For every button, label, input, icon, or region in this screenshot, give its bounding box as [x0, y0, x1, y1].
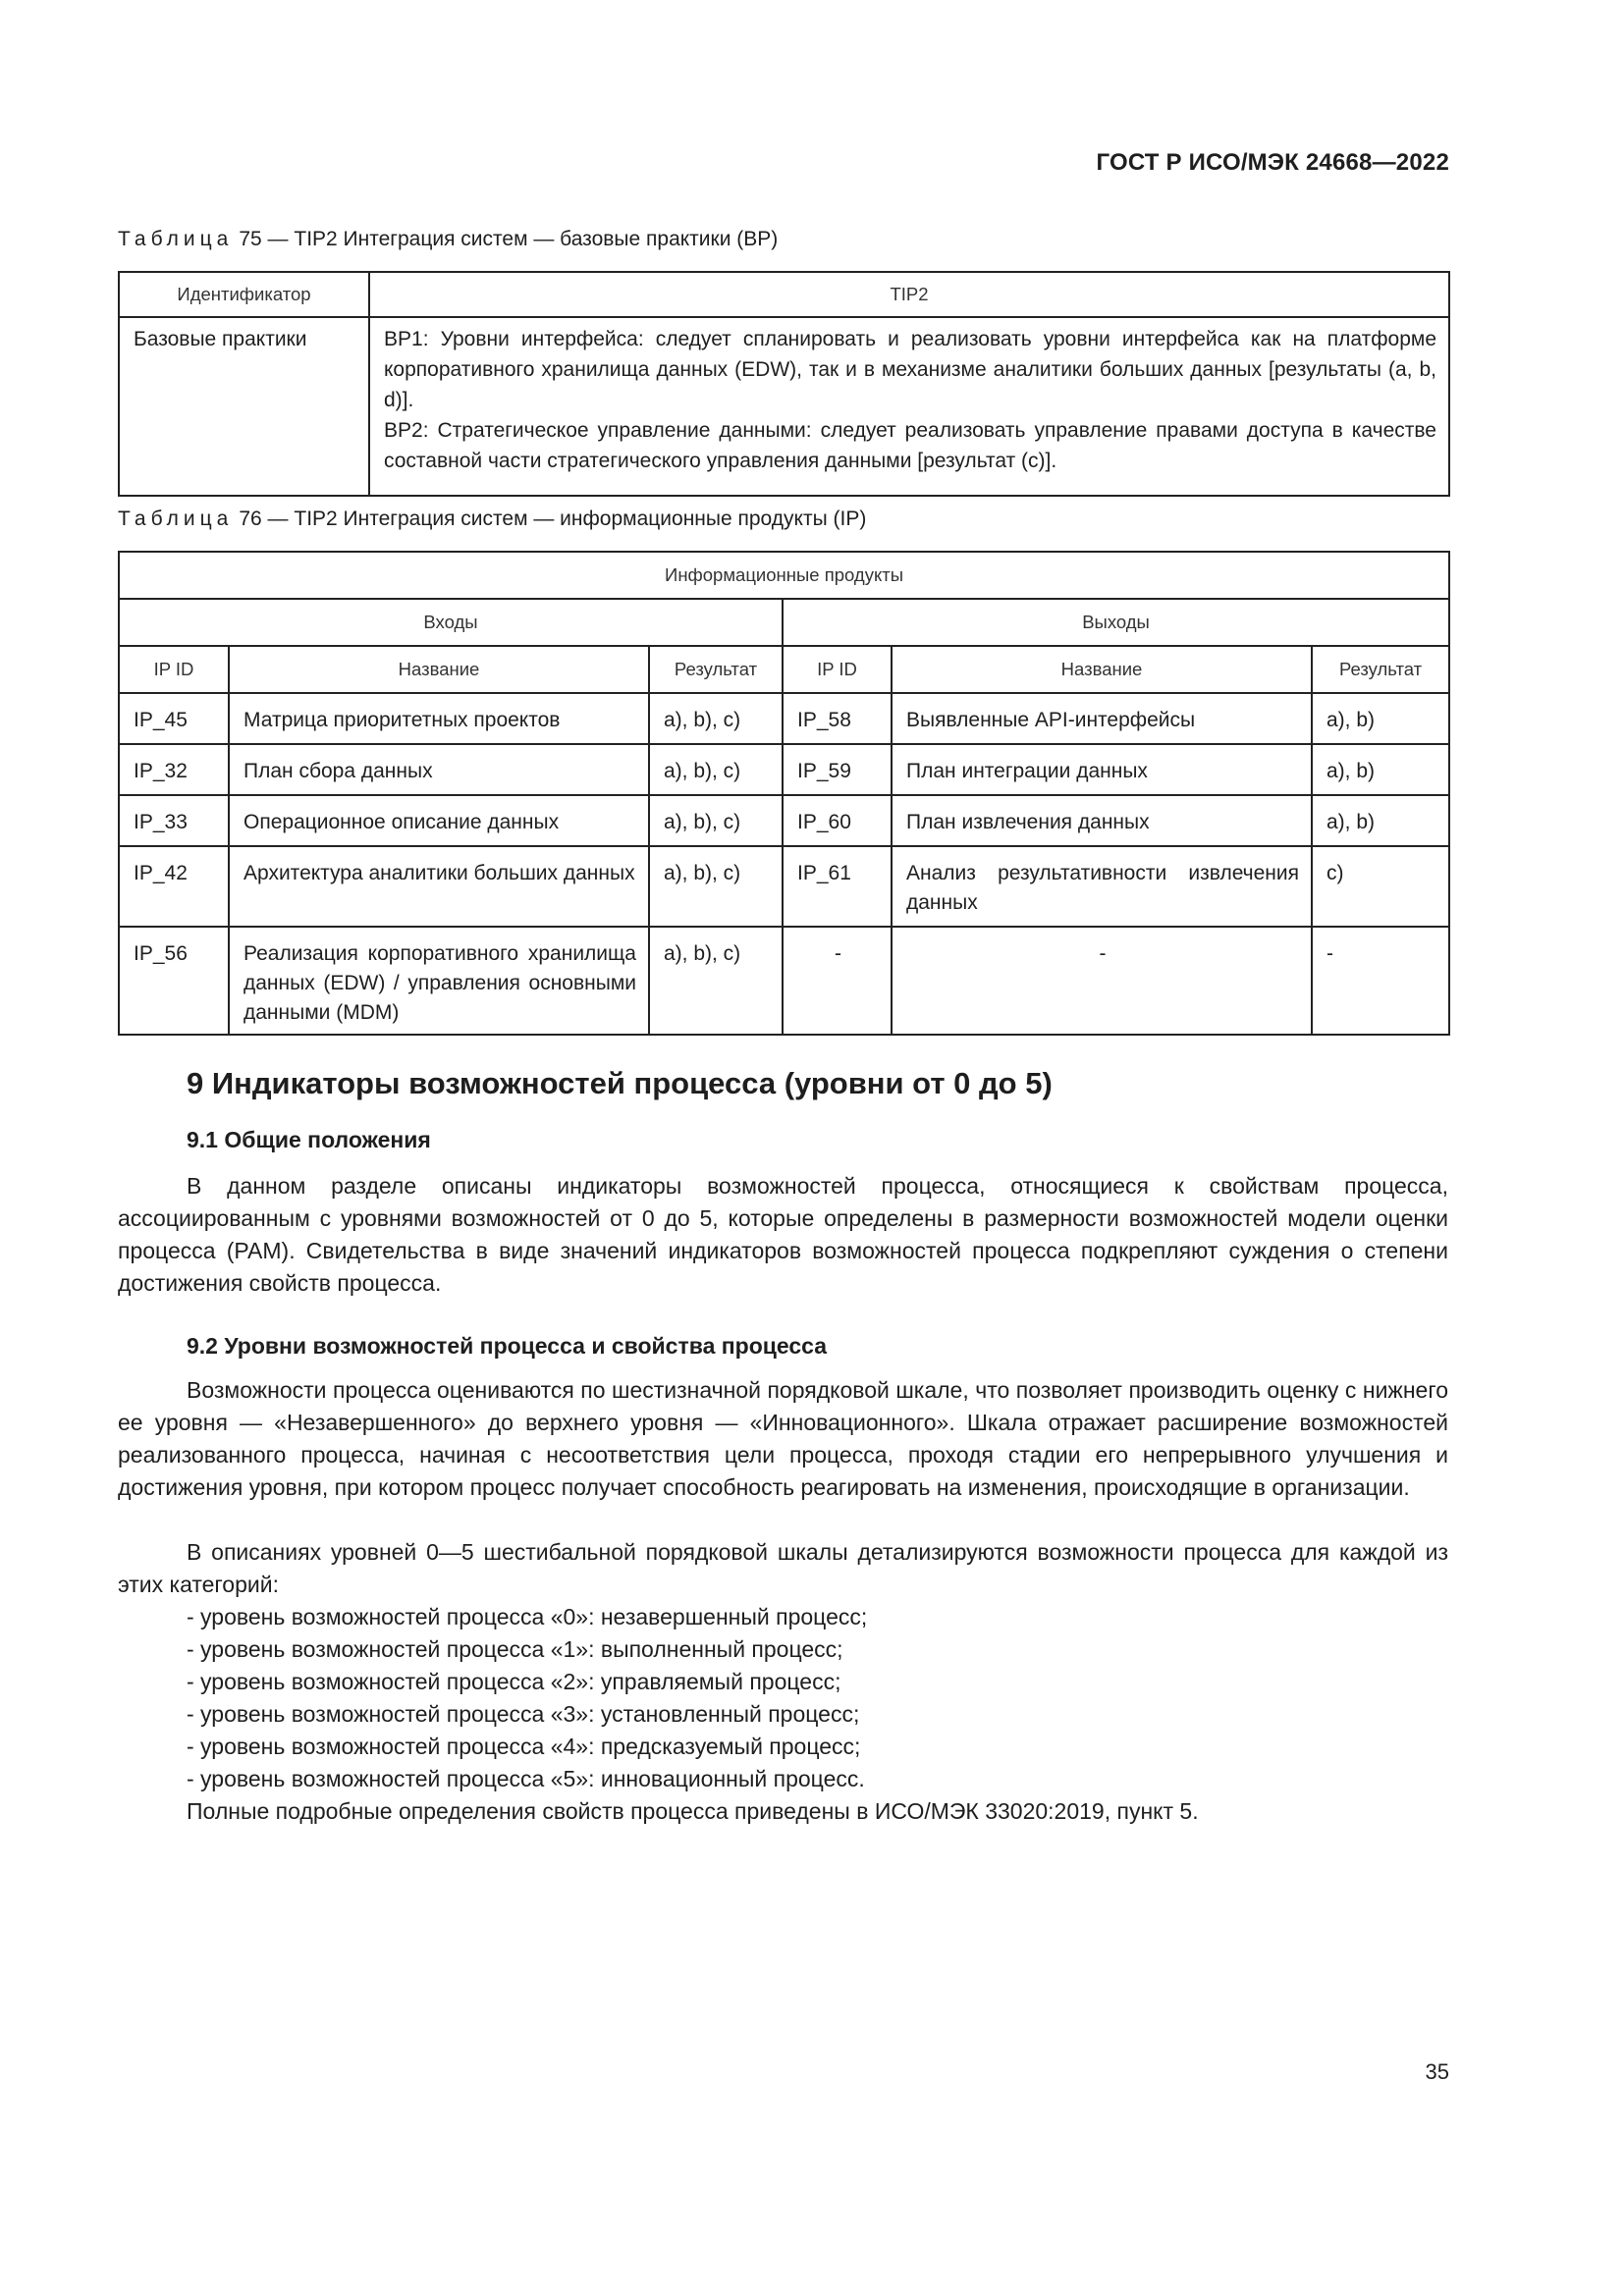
- in-ip-name: Реализация корпоративного хранилища данных (EDW) / управления основными данными (MDM): [229, 927, 649, 1035]
- t75-header-code: TIP2: [369, 272, 1449, 317]
- table-75: [118, 271, 1450, 497]
- out-ip-result: a), b): [1312, 693, 1449, 744]
- level-list-item: - уровень возможностей процесса «4»: предсказуемый процесс;: [187, 1734, 861, 1759]
- table-76-caption: [118, 507, 866, 531]
- t76-col-out-ipid: IP ID: [783, 646, 892, 693]
- table-76: [118, 551, 1450, 1036]
- out-ip-result: a), b): [1312, 744, 1449, 795]
- in-ip-id: IP_42: [119, 846, 229, 927]
- out-ip-result: a), b): [1312, 795, 1449, 846]
- table-row: [119, 927, 1449, 1035]
- level-list-item: - уровень возможностей процесса «2»: управляемый процесс;: [187, 1669, 841, 1694]
- section-9-heading: 9 Индикаторы возможностей процесса (уровни от 0 до 5): [187, 1066, 1053, 1100]
- level-list-item: - уровень возможностей процесса «3»: установленный процесс;: [187, 1701, 860, 1727]
- out-ip-id: IP_59: [783, 744, 892, 795]
- table-76-caption-text: 76 — TIP2 Интеграция систем — информационные продукты (IP): [239, 507, 867, 530]
- t75-bp1: BP1: Уровни интерфейса: следует спланировать и реализовать уровни интерфейса как на платформе корпоративного хранилища данных (EDW), так и в механизме аналитики больших данных [результаты (a, b, d)].: [384, 328, 1436, 411]
- standard-designation: ГОСТ Р ИСО/МЭК 24668—2022: [1096, 149, 1449, 176]
- out-ip-name: Выявленные API-интерфейсы: [892, 693, 1312, 744]
- in-ip-name: Операционное описание данных: [229, 795, 649, 846]
- out-ip-id: IP_58: [783, 693, 892, 744]
- table-row: [119, 846, 1449, 927]
- out-ip-result: -: [1312, 927, 1449, 1035]
- t75-row-label: Базовые практики: [119, 317, 369, 496]
- table-row: [119, 744, 1449, 795]
- t76-col-in-ipid: IP ID: [119, 646, 229, 693]
- in-ip-id: IP_33: [119, 795, 229, 846]
- t76-col-out-name: Название: [892, 646, 1312, 693]
- table-75-caption-text: 75 — TIP2 Интеграция систем — базовые практики (BP): [239, 228, 779, 250]
- out-ip-name: План извлечения данных: [892, 795, 1312, 846]
- level-list-item: - уровень возможностей процесса «5»: инновационный процесс.: [187, 1766, 865, 1791]
- out-ip-name: -: [892, 927, 1312, 1035]
- in-ip-id: IP_32: [119, 744, 229, 795]
- level-list-item: - уровень возможностей процесса «1»: выполненный процесс;: [187, 1636, 843, 1662]
- in-ip-id: IP_56: [119, 927, 229, 1035]
- page-number: 35: [1425, 2059, 1449, 2084]
- section-9-2-heading: 9.2 Уровни возможностей процесса и свойства процесса: [187, 1333, 828, 1359]
- in-ip-result: a), b), c): [649, 744, 783, 795]
- t75-bp2: BP2: Стратегическое управление данными: следует реализовать управление правами доступа в качестве составной части стратегического управления данными [результат (c)].: [384, 419, 1436, 472]
- t76-title: Информационные продукты: [119, 552, 1449, 599]
- table-75-caption-word: Таблица: [118, 228, 234, 250]
- t76-col-out-result: Результат: [1312, 646, 1449, 693]
- in-ip-name: Матрица приоритетных проектов: [229, 693, 649, 744]
- closing-sentence: Полные подробные определения свойств процесса приведены в ИСО/МЭК 33020:2019, пункт 5.: [187, 1798, 1199, 1824]
- in-ip-name: План сбора данных: [229, 744, 649, 795]
- t76-col-in-result: Результат: [649, 646, 783, 693]
- t75-practices-cell: [369, 317, 1449, 496]
- t75-header-identifier: Идентификатор: [119, 272, 369, 317]
- table-75-caption: [118, 228, 778, 251]
- in-ip-id: IP_45: [119, 693, 229, 744]
- in-ip-result: a), b), c): [649, 795, 783, 846]
- out-ip-name: План интеграции данных: [892, 744, 1312, 795]
- in-ip-name: Архитектура аналитики больших данных: [229, 846, 649, 927]
- out-ip-id: -: [783, 927, 892, 1035]
- t76-inputs-header: Входы: [119, 599, 783, 646]
- table-row: [119, 795, 1449, 846]
- in-ip-result: a), b), c): [649, 693, 783, 744]
- t76-col-in-name: Название: [229, 646, 649, 693]
- level-list-item: - уровень возможностей процесса «0»: незавершенный процесс;: [187, 1604, 868, 1629]
- table-row: [119, 693, 1449, 744]
- section-9-2-paragraph-2: В описаниях уровней 0—5 шестибальной порядковой шкалы детализируются возможности процесса для каждой из этих категорий:: [118, 1539, 1448, 1597]
- out-ip-id: IP_61: [783, 846, 892, 927]
- section-9-1-heading: 9.1 Общие положения: [187, 1127, 431, 1152]
- out-ip-id: IP_60: [783, 795, 892, 846]
- in-ip-result: a), b), c): [649, 927, 783, 1035]
- out-ip-name: Анализ результативности извлечения данных: [892, 846, 1312, 927]
- t76-outputs-header: Выходы: [783, 599, 1449, 646]
- section-9-2-paragraph-1: Возможности процесса оцениваются по шестизначной порядковой шкале, что позволяет производить оценку с нижнего ее уровня — «Незавершенного» до верхнего уровня — «Инновационного». Шкала отражает расширение возможностей реализованного процесса, начиная с несоответствия цели процесса, проходя стадии его непрерывного улучшения и достижения уровня, при котором процесс получает способность реагировать на изменения, происходящие в организации.: [118, 1377, 1448, 1500]
- section-9-1-paragraph: В данном разделе описаны индикаторы возможностей процесса, относящиеся к свойствам процесса, ассоциированным с уровнями возможностей от 0 до 5, которые определены в размерности возможностей модели оценки процесса (PAM). Свидетельства в виде значений индикаторов возможностей процесса подкрепляют суждения о степени достижения свойств процесса.: [118, 1173, 1448, 1296]
- out-ip-result: c): [1312, 846, 1449, 927]
- in-ip-result: a), b), c): [649, 846, 783, 927]
- table-76-caption-word: Таблица: [118, 507, 234, 530]
